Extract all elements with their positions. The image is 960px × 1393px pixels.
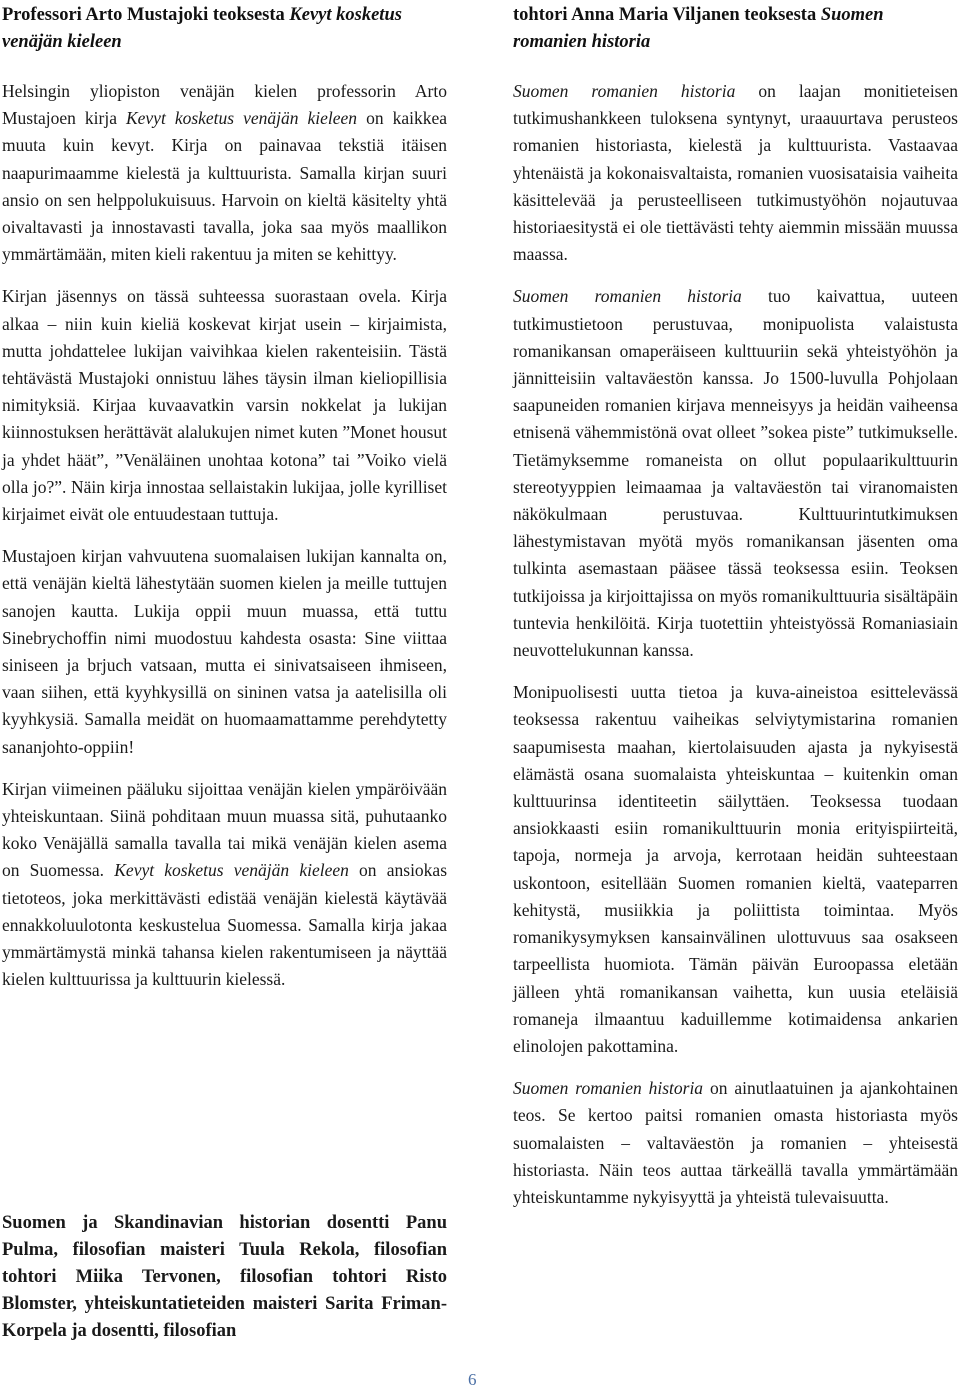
right-heading [513,2,958,56]
left-p4-title: Kevyt kosketus venäjän kieleen [114,860,349,881]
left-bottom-heading: Suomen ja Skandinavian historian dosentti Panu Pulma, filosofian maisteri Tuula Rekola, filosofian tohtori Miika Tervonen, filosofian tohtori Risto Blomster, yhteiskuntatieteiden maisteri Sarita Friman-Korpela ja dosentti, filosofian [2,1213,447,1341]
left-paragraph-2 [2,283,447,528]
right-p2-b: tuo kaivattua, uuteen tutkimustietoon perustuvaa, monipuolista valaistusta romanikansan omaperäiseen kulttuuriin sekä yhteistyöhön ja jännitteisiin valtaväestön kanssa. Jo 1500-luvulla Pohjolaan saapuneiden romanien kirjava menneisyys ja heidän vaiheensa etnisenä vähemmistönä ovat olleet ”sokea piste” tutkimukselle. Tietämyksemme romaneista on ollut populaarikulttuurin stereotyyppien leimaamaa ja valtaväestön tai viranomaisten näkökulmaan perustuvaa. Kulttuurintutkimuksen lähestymistavan myötä myös romanikansan jäsenten oma tulkinta asemastaan pääsee tässä teoksessa esiin. Teoksen tutkijoissa ja kirjoittajissa on myös romanikulttuuria sisältäpäin tuntevia henkilöitä. Kirja tuotettiin yhteistyössä Romaniasiain neuvottelukunnan kanssa. [513,286,958,661]
right-p1-b: on laajan monitieteisen tutkimushankkeen tuloksena syntynyt, uraauurtava perusteos romanien historiasta, kielestä ja kulttuurista. Vastaavaa yhtenäistä ja kokonaisvaltaista, romanien vuosisataisia vaiheita käsittelevää ja perusteelliseen tutkimustyöhön nojautuvaa historiaesitystä ei ole tiettävästi tehty aiemmin missään muussa maassa. [513,81,959,265]
right-paragraph-4 [513,1075,958,1211]
right-heading-title: Suomen romanien historia [513,5,884,52]
right-column [513,2,958,1226]
right-paragraph-2 [513,283,958,664]
left-p1-title: Kevyt kosketus venäjän kieleen [125,108,358,129]
right-paragraph-3 [513,679,958,1060]
left-p4-b: on ansiokas tietoteos, joka merkittävästi edistää venäjän kielestä käytävää ennakkoluulotonta keskustelua Suomessa. Samalla kirja jakaa ymmärtämystä minkä tahansa kielen rakentumiseen ja näyttää kielen kulttuurissa ja kulttuurin kielessä. [2,860,448,990]
left-column [2,2,447,1009]
right-heading-prefix: tohtori Anna Maria Viljanen teoksesta [513,5,821,25]
left-paragraph-3 [2,543,447,761]
left-paragraph-1 [2,78,447,268]
left-p1-b: on kaikkea muuta kuin kevyt. Kirja on painavaa tekstiä itäisen naapurimaamme kielestä ja kulttuurista. Samalla kirjan suuri ansio on sen helppolukuisuus. Harvoin on kieltä käsitelty yhtä oivaltavasti ja innostavasti tavalla, joka saa myös maallikon ymmärtämään, miten kieli rakentuu ja miten se kehittyy. [2,108,447,265]
left-paragraph-4 [2,776,447,994]
left-p3-a: Mustajoen kirjan vahvuutena suomalaisen lukijan kannalta on, että venäjän kieltä lähestytään suomen kielen ja meille tuttujen sanojen kautta. Lukija oppii muun muassa, että tuttu Sinebrychoffin nimi muodostuu kahdesta osasta: Sine viittaa siniseen ja brjuch vatsaan, mutta ei sinivatsaiseen ihmiseen, vaan siihen, että kyyhkysillä on sininen vatsa ja aatelisilla oli kyyhkysiä. Samalla meidät on huomaamattamme perehdytetty sananjohto-oppiin! [2,546,447,757]
left-heading-prefix: Professori Arto Mustajoki teoksesta [2,5,290,25]
left-p4-a: Kirjan viimeinen pääluku sijoittaa venäjän kielen ympäröivään yhteiskuntaan. Siinä pohditaan muun muassa sitä, puhutaanko koko Venäjällä samalla tavalla tai mikä venäjän kielen asema on Suomessa. [2,778,447,881]
right-p4-b: on ainutlaatuinen ja ajankohtainen teos. Se kertoo paitsi romanien omasta historiasta myös suomalaisten – valtaväestön ja romanien – yhteisestä historiasta. Näin teos auttaa tärkeällä tavalla ymmärtämään yhteiskuntamme nykyisyyttä ja yhteistä tulevaisuutta. [513,1078,958,1207]
right-p2-title: Suomen romanien historia [513,286,742,307]
page-number: 6 [468,1370,477,1389]
left-heading [2,2,447,56]
left-p2-a: Kirjan jäsennys on tässä suhteessa suorastaan ovela. Kirja alkaa – niin kuin kieliä koskevat kirjat usein – kirjaimista, mutta johdattelee lukijan vaivihkaa kielen rakenteisiin. Tästä tehtävästä Mustajoki onnistuu lähes täysin ilman kieliopillisia nimityksiä. Kirjaa kuvaavatkin varsin nokkelat ja lukijan kiinnostuksen herättävät alalukujen nimet kuten ”Monet housut ja yhdet häät”, ”Venäläinen unohtaa kotona” tai ”Voiko vielä olla jo?”. Näin kirja innostaa sellaistakin lukijaa, jolle kyrilliset kirjaimet eivät ole entuudestaan tuttuja. [2,286,447,525]
right-paragraph-1 [513,78,958,268]
right-p1-title: Suomen romanien historia [513,81,736,101]
right-p3-a: Monipuolisesti uutta tietoa ja kuva-aineistoa esittelevässä teoksessa rakentuu vaiheikas selviytymistarina romanien saapumisesta maahan, kiertolaisuuden ajasta ja nykyisestä elämästä osana suomalaista yhteiskuntaa – kuitenkin oman kulttuurinsa identiteetin säilyttäen. Teoksessa tuodaan ansiokkaasti esiin romanikulttuurin monia erityispiirteitä, tapoja, normeja ja arvoja, kerrotaan heidän suhteestaan uskontoon, esitellään Suomen romanien kieltä, vaateparren kehitystä, musiikkia ja poliittista toimintaa. Myös romanikysymyksen kansainvälinen ulottuvuus saa osakseen tarpeellista huomiota. Tämän päivän Euroopassa eletään jälleen yhtä romanikansan vaihetta, kun uusia eteläisiä romaneja ilmaantuu kaduillemme kotimaidensa ankarien elinolojen pakottamina. [513,682,958,1056]
right-p4-title: Suomen romanien historia [513,1078,704,1099]
left-heading-title: Kevyt kosketus venäjän kieleen [2,5,402,52]
left-p1-a: Helsingin yliopiston venäjän kielen professorin Arto Mustajoen kirja [2,81,447,129]
